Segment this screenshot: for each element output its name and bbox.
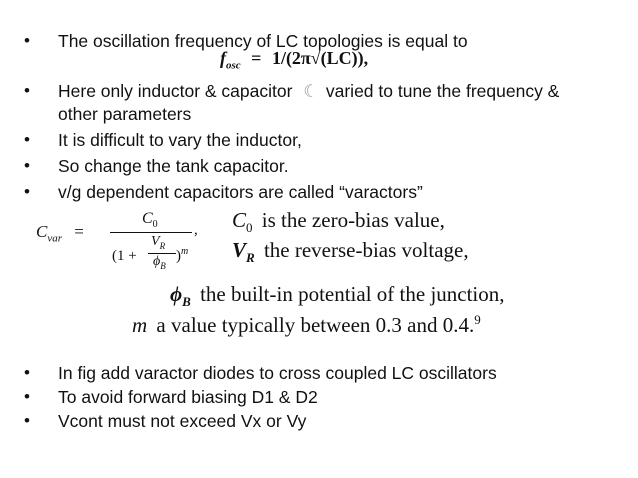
cvar-den-paren: ) — [176, 248, 181, 264]
bullet-text: Vcont must not exceed Vx or Vy — [58, 411, 307, 431]
cvar-den-post — [176, 246, 188, 265]
phib-subscript: B — [160, 260, 166, 271]
phib-symbol: ϕ — [153, 254, 161, 269]
cvar-fraction-line — [110, 232, 192, 233]
bullet-marker: • — [24, 81, 30, 100]
cvar-symbol: C — [36, 222, 48, 241]
bullet-marker: • — [24, 130, 30, 149]
bullet-marker: • — [24, 182, 30, 201]
bullet-text: It is difficult to vary the inductor, — [58, 130, 302, 150]
cvar-numerator — [142, 210, 158, 230]
fosc-rhs: 1/(2π√(LC)), — [271, 48, 369, 68]
def-c0 — [232, 208, 445, 236]
cvar-den-pre: (1 + — [112, 248, 137, 264]
cvar-subscript: var — [47, 232, 63, 245]
cvar-equals: = — [74, 222, 84, 241]
vr-fraction-den — [153, 254, 166, 271]
fosc-subscript: osc — [226, 59, 241, 72]
def-c0-subscript: 0 — [246, 220, 253, 236]
bullet-text: To avoid forward biasing D1 & D2 — [58, 387, 318, 407]
cvar-lhs — [36, 222, 84, 244]
bullet-text-part2: varied to tune the frequency & — [325, 81, 560, 101]
def-vr-symbol: V — [232, 238, 247, 262]
c0-symbol: C — [142, 210, 153, 227]
fosc-equals: = — [251, 48, 262, 68]
def-vr — [232, 238, 469, 266]
bullet-marker: • — [24, 31, 30, 50]
bullet-text — [58, 80, 559, 102]
def-phib-symbol: ϕ — [170, 282, 183, 306]
def-m-text: a value typically between 0.3 and 0.4. — [156, 313, 475, 337]
def-vr-text: the reverse-bias voltage, — [263, 238, 469, 262]
def-c0-symbol: C — [232, 208, 247, 232]
vr-subscript: R — [159, 240, 166, 251]
bullet-text: So change the tank capacitor. — [58, 156, 289, 176]
fosc-symbol: f — [220, 48, 226, 68]
bullet-text-part1: Here only inductor & capacitor — [58, 81, 293, 101]
c0-subscript: 0 — [152, 219, 158, 231]
def-vr-subscript: R — [246, 250, 255, 266]
def-phib-subscript: B — [182, 294, 191, 310]
bullet-text: The oscillation frequency of LC topologies is equal to — [58, 31, 468, 51]
def-phib-text: the built-in potential of the junction, — [200, 282, 505, 306]
bullet-marker: • — [24, 363, 30, 382]
def-m — [132, 312, 481, 338]
moon-icon: ☾ — [303, 81, 319, 101]
cvar-comma: , — [194, 222, 198, 238]
bullet-text: other parameters — [58, 104, 192, 124]
bullet-marker: • — [24, 387, 30, 406]
def-phib — [170, 282, 505, 310]
fosc-formula — [220, 48, 368, 72]
bullet-text: v/g dependent capacitors are called “varactors” — [58, 182, 423, 202]
def-m-symbol: m — [132, 313, 148, 337]
bullet-text: In fig add varactor diodes to cross coupled LC oscillators — [58, 363, 497, 383]
vr-fraction-num — [151, 234, 165, 251]
bullet-marker: • — [24, 156, 30, 175]
vr-symbol: V — [151, 234, 160, 249]
bullet-marker: • — [24, 411, 30, 430]
def-c0-text: is the zero-bias value, — [261, 208, 445, 232]
cvar-exponent: m — [181, 246, 189, 257]
def-m-footnote: 9 — [474, 312, 481, 327]
